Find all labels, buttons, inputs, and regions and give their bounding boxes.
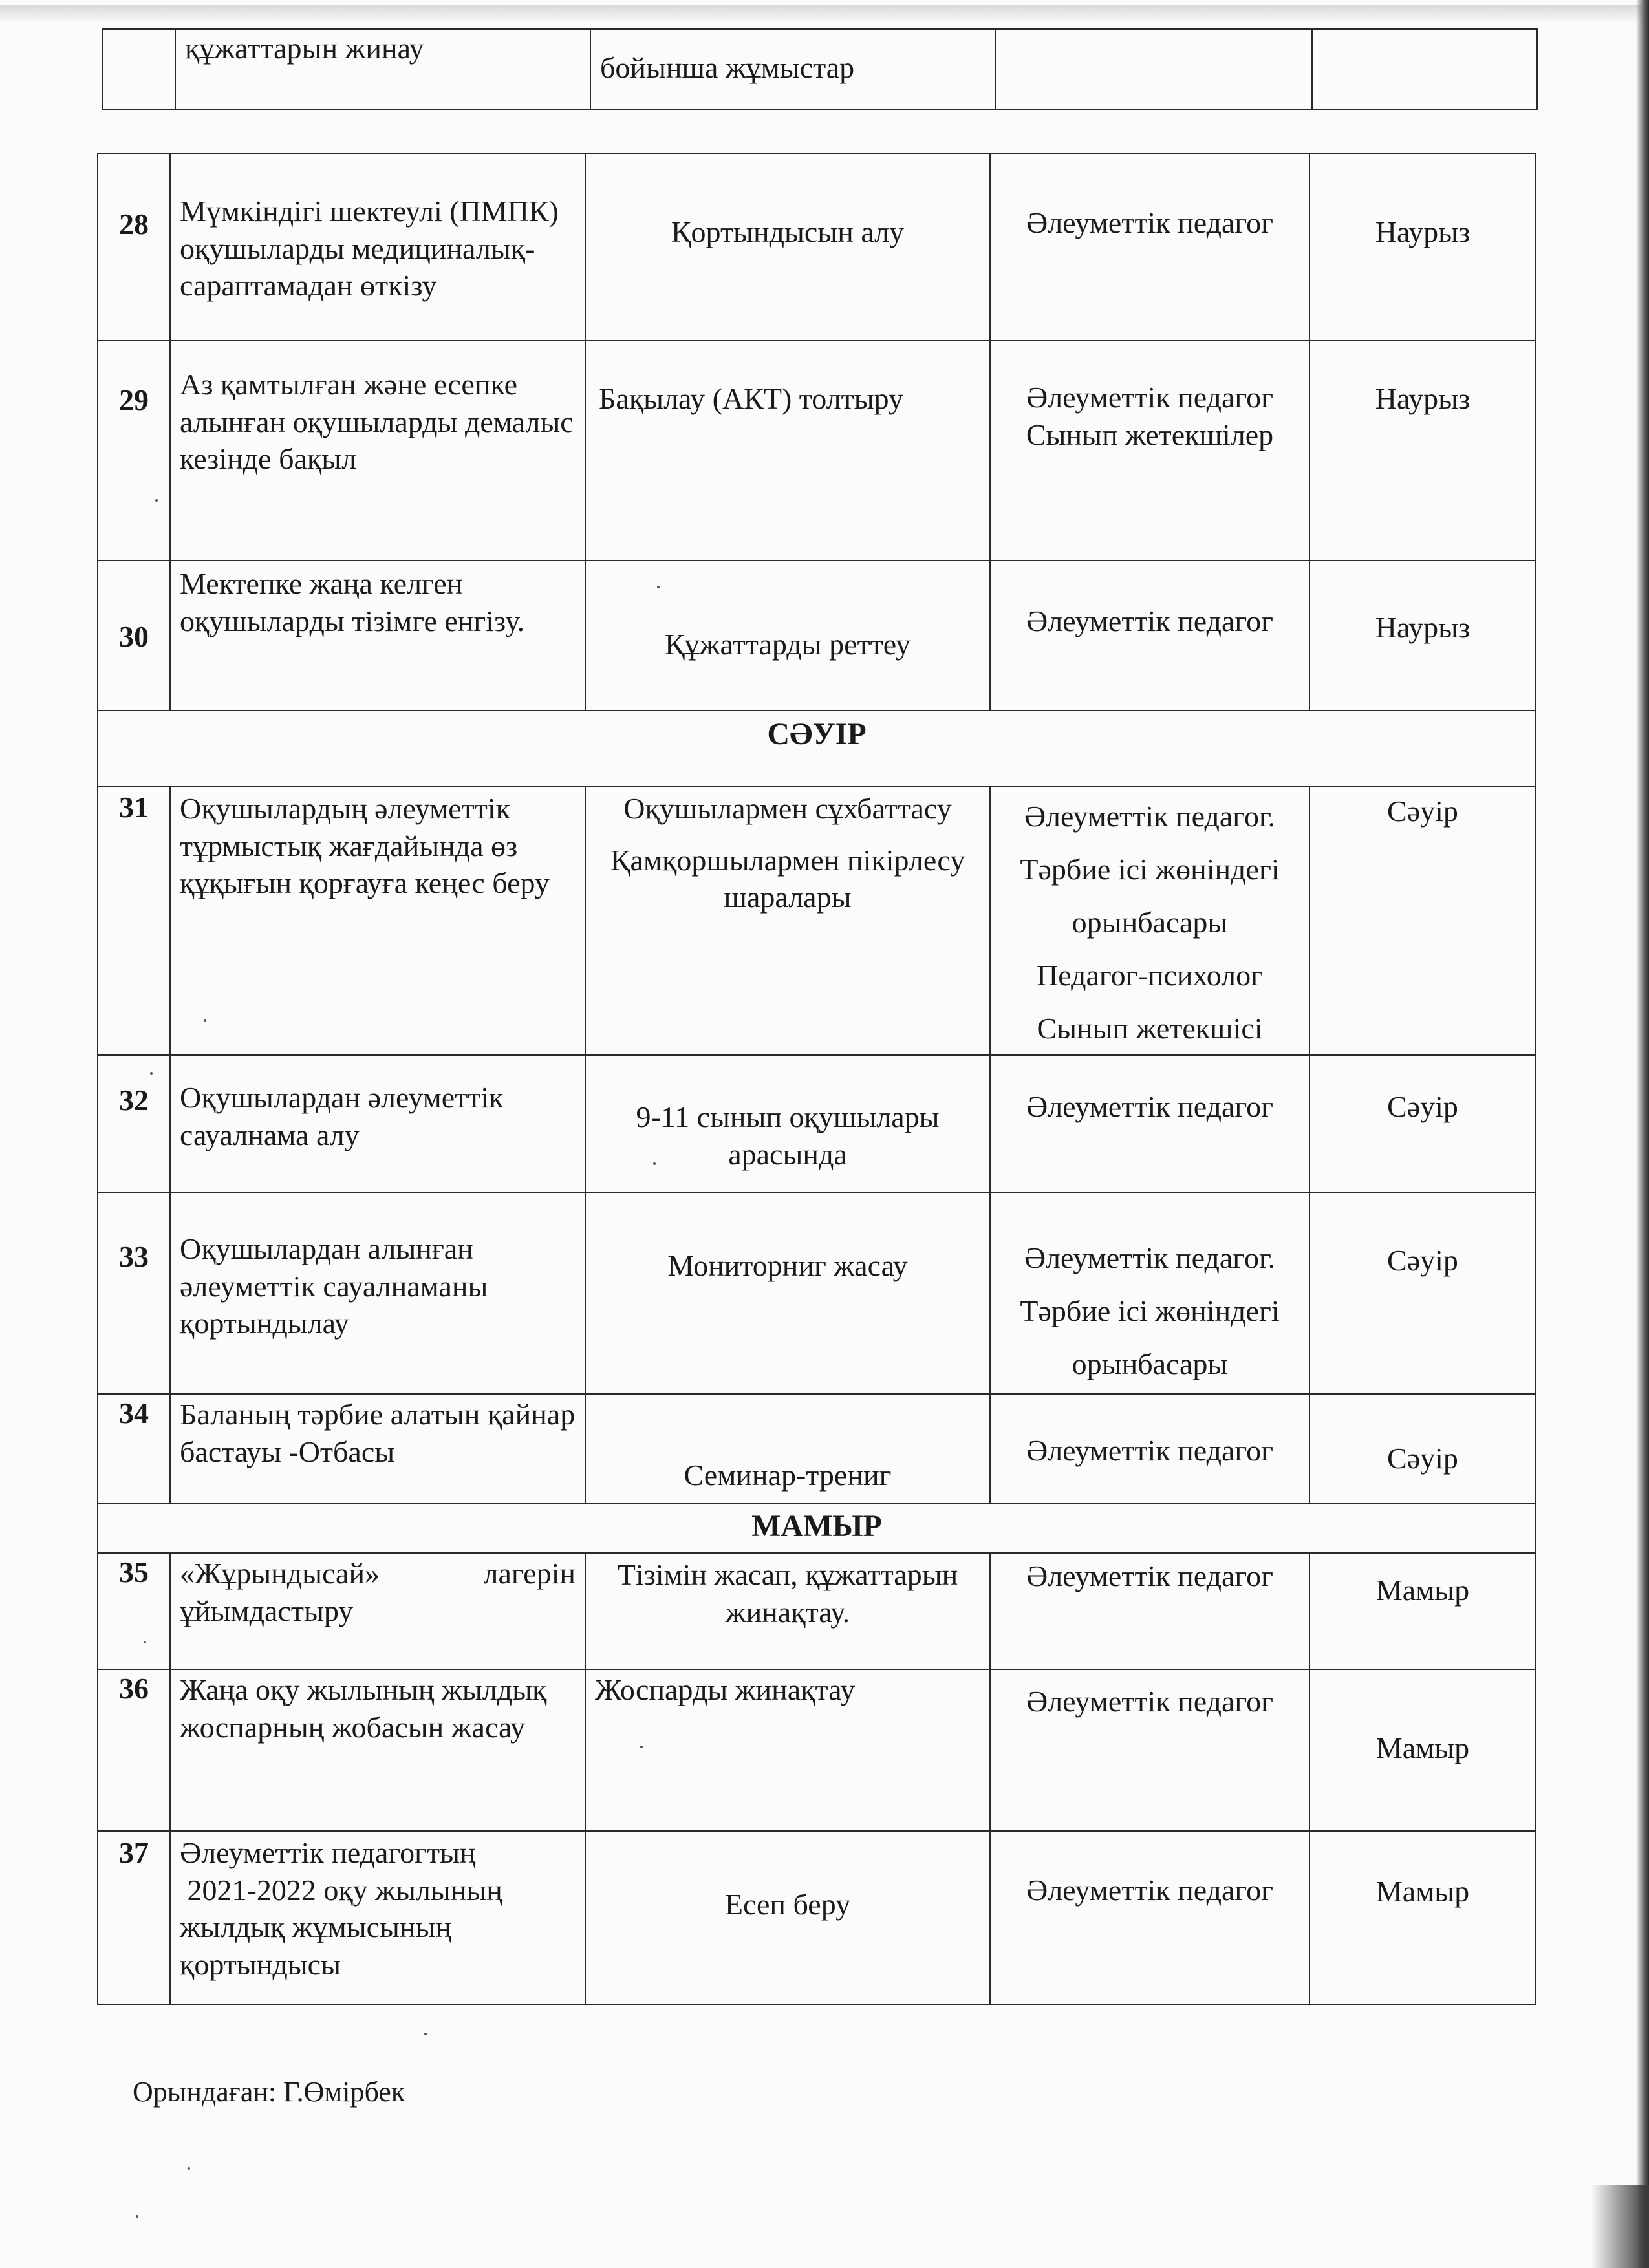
- deadline-cell: Сәуір: [1310, 787, 1536, 1055]
- responsible-line: Педагог-психолог: [1037, 958, 1263, 992]
- table-row: [98, 1055, 1536, 1192]
- scan-speck: [136, 2215, 138, 2218]
- table-row: [98, 341, 1536, 561]
- row-number: 33: [98, 1192, 170, 1394]
- deadline-cell: Наурыз: [1310, 153, 1536, 341]
- table-row: [98, 1394, 1536, 1504]
- form-cell: Қортындысын алу: [585, 153, 990, 341]
- responsible-line: Әлеуметтік педагог.: [1024, 800, 1276, 833]
- form-line: 9-11 сынып оқушылары: [636, 1100, 940, 1134]
- activity-line: ұйымдастыру: [180, 1594, 354, 1627]
- row-number: 30: [98, 561, 170, 711]
- table-row: [98, 1831, 1536, 2004]
- month-header-row: [98, 1504, 1536, 1553]
- signature-line: Орындаған: Г.Өмірбек: [133, 2076, 405, 2108]
- form-cell: Бақылау (АКТ) толтыру: [585, 341, 990, 561]
- form-line: Оқушылармен сұхбаттасу: [623, 792, 952, 825]
- responsible-line: Әлеуметтік педагог.: [1024, 1241, 1276, 1275]
- deadline-cell: Мамыр: [1310, 1553, 1536, 1669]
- row-number: 35: [98, 1553, 170, 1669]
- responsible-cell: Әлеуметтік педагог: [990, 1553, 1310, 1669]
- form-line: Қамқоршылармен пікірлесу шаралары: [610, 843, 965, 914]
- plan-table: [97, 153, 1536, 2005]
- activity-line: жылдық жұмысының: [180, 1910, 452, 1944]
- row-number: 37: [98, 1831, 170, 2004]
- scan-shadow-right: [1636, 0, 1649, 2268]
- responsible-cell: Әлеуметтік педагог: [990, 561, 1310, 711]
- activity-word: лагерін: [483, 1557, 576, 1590]
- scan-shadow-top: [0, 5, 1649, 23]
- responsible-line: орынбасары: [1072, 1347, 1228, 1381]
- form-cell: Семинар-трениг: [585, 1394, 990, 1504]
- activity-cell: Мектепке жаңа келген оқушыларды тізімге енгізу.: [170, 561, 585, 711]
- responsible-cell: [990, 787, 1310, 1055]
- activity-line: 2021-2022 оқу жылының: [180, 1873, 502, 1907]
- camp-name: «Жұрындысай»: [180, 1557, 380, 1590]
- deadline-cell: Сәуір: [1310, 1055, 1536, 1192]
- row-number: 29: [98, 341, 170, 561]
- responsible-line: Сынып жетекшілер: [1026, 418, 1274, 451]
- activity-cell: Оқушылардан алынған әлеуметтік сауалнаманы қортындылау: [170, 1192, 585, 1394]
- row-number: 34: [98, 1394, 170, 1504]
- responsible-cell: Әлеуметтік педагог: [990, 1394, 1310, 1504]
- responsible-line: Тәрбие ісі жөніндегі: [1020, 1294, 1280, 1328]
- activity-cell: Аз қамтылған және есепке алынған оқушыларды демалыс кезінде бақыл: [170, 341, 585, 561]
- row-number: 28: [98, 153, 170, 341]
- row-number: 31: [98, 787, 170, 1055]
- activity-cell: Оқушылардың әлеуметтік тұрмыстық жағдайында өз құқығын қорғауға кеңес беру: [170, 787, 585, 1055]
- scan-speck: [155, 499, 158, 502]
- activity-cell: [170, 1831, 585, 2004]
- activity-line: қортындысы: [180, 1947, 341, 1981]
- responsible-line: орынбасары: [1072, 905, 1228, 939]
- form-cell: Мониторниг жасау: [585, 1192, 990, 1394]
- table-row: [98, 153, 1536, 341]
- table-row: [98, 1553, 1536, 1669]
- form-cell: бойынша жұмыстар: [590, 29, 995, 109]
- table-row: [98, 1669, 1536, 1831]
- responsible-cell: Әлеуметтік педагог: [990, 1055, 1310, 1192]
- activity-line: Әлеуметтік педагогтың: [180, 1836, 476, 1870]
- month-header-row: [98, 711, 1536, 787]
- activity-cell: Оқушылардан әлеуметтік сауалнама алу: [170, 1055, 585, 1192]
- deadline-cell: Мамыр: [1310, 1669, 1536, 1831]
- deadline-cell: [1312, 29, 1537, 109]
- deadline-cell: Сәуір: [1310, 1192, 1536, 1394]
- responsible-line: Тәрбие ісі жөніндегі: [1020, 852, 1280, 886]
- table-row: [98, 1192, 1536, 1394]
- row-number: [103, 29, 175, 109]
- scan-speck: [424, 2033, 427, 2035]
- row-number: 32: [98, 1055, 170, 1192]
- scan-speck: [150, 1072, 153, 1075]
- responsible-cell: Әлеуметтік педагог: [990, 153, 1310, 341]
- deadline-cell: Наурыз: [1310, 341, 1536, 561]
- scan-speck: [653, 1162, 656, 1165]
- deadline-cell: Мамыр: [1310, 1831, 1536, 2004]
- table-row: [98, 561, 1536, 711]
- scan-shadow-corner: [1591, 2185, 1649, 2268]
- form-line: жинақтау.: [725, 1595, 850, 1629]
- activity-cell: құжаттарын жинау: [175, 29, 590, 109]
- form-line: арасында: [728, 1137, 847, 1171]
- continued-table-fragment: [102, 28, 1538, 110]
- month-april-heading: СӘУІР: [98, 711, 1536, 787]
- form-cell: [585, 1553, 990, 1669]
- deadline-cell: Сәуір: [1310, 1394, 1536, 1504]
- scan-speck: [188, 2167, 190, 2170]
- deadline-cell: Наурыз: [1310, 561, 1536, 711]
- responsible-line: Сынып жетекшісі: [1037, 1011, 1263, 1045]
- form-cell: Есеп беру: [585, 1831, 990, 2004]
- activity-cell: Мүмкіндігі шектеулі (ПМПК) оқушыларды медициналық-сараптамадан өткізу: [170, 153, 585, 341]
- activity-cell: [170, 1553, 585, 1669]
- responsible-cell: [990, 341, 1310, 561]
- form-cell: Жоспарды жинақтау: [585, 1669, 990, 1831]
- responsible-cell: [995, 29, 1312, 109]
- form-cell: Құжаттарды реттеу: [585, 561, 990, 711]
- activity-cell: Баланың тәрбие алатын қайнар бастауы -Отбасы: [170, 1394, 585, 1504]
- row-number: 36: [98, 1669, 170, 1831]
- form-cell: [585, 787, 990, 1055]
- scan-speck: [657, 586, 660, 588]
- table-row: [98, 787, 1536, 1055]
- scan-speck: [144, 1641, 146, 1643]
- form-cell: [585, 1055, 990, 1192]
- month-may-heading: МАМЫР: [98, 1504, 1536, 1553]
- responsible-cell: [990, 1192, 1310, 1394]
- responsible-cell: Әлеуметтік педагог: [990, 1831, 1310, 2004]
- activity-cell: Жаңа оқу жылының жылдық жоспарның жобасын жасау: [170, 1669, 585, 1831]
- table-row: [103, 29, 1537, 109]
- activity-line: [180, 1555, 576, 1592]
- responsible-cell: Әлеуметтік педагог: [990, 1669, 1310, 1831]
- form-line: Тізімін жасап, құжаттарын: [617, 1558, 958, 1592]
- responsible-line: Әлеуметтік педагог: [1026, 381, 1274, 414]
- scan-speck: [640, 1746, 643, 1748]
- scan-speck: [204, 1019, 206, 1022]
